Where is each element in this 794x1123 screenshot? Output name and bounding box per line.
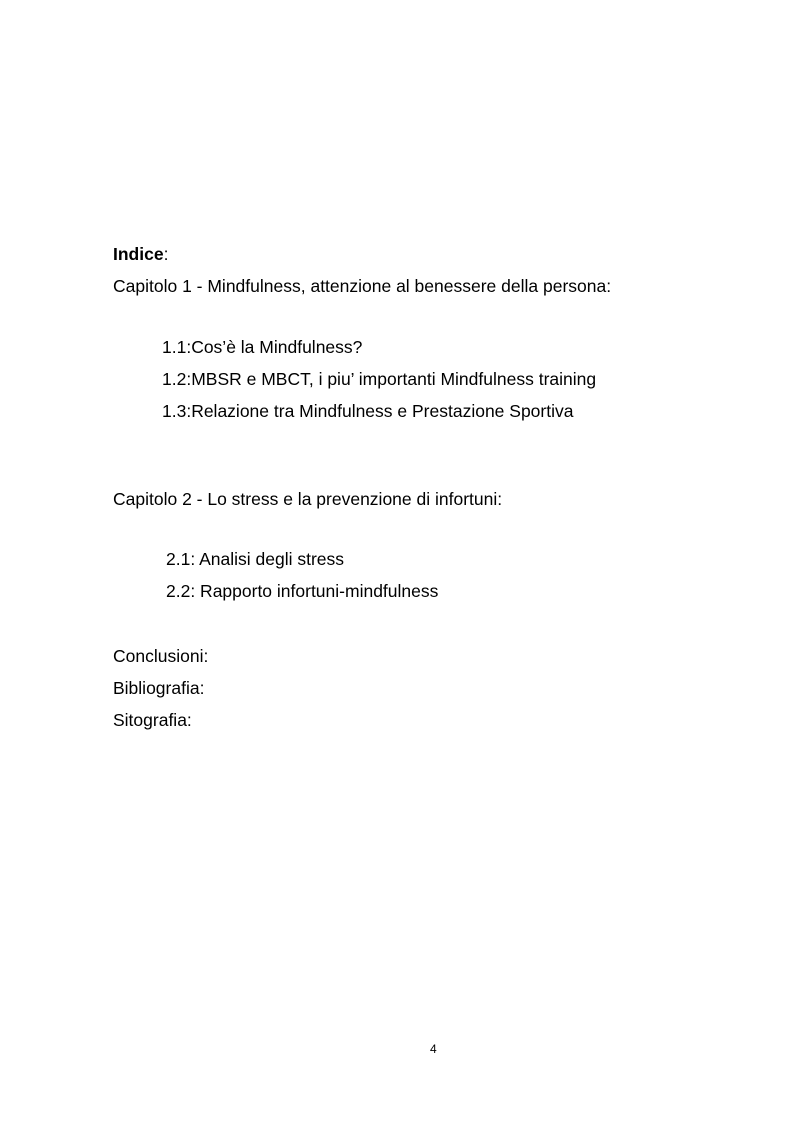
toc-conclusioni: Conclusioni:: [113, 646, 209, 666]
toc-bibliografia: Bibliografia:: [113, 678, 205, 698]
toc-heading: [113, 243, 168, 265]
toc-sitografia: Sitografia:: [113, 710, 192, 730]
chapter-2-title: Capitolo 2 - Lo stress e la prevenzione di infortuni:: [113, 489, 503, 509]
section-2-1: 2.1: Analisi degli stress: [166, 549, 345, 569]
section-1-2: 1.2:MBSR e MBCT, i piu’ importanti Mindfulness training: [162, 369, 597, 389]
section-2-2: 2.2: Rapporto infortuni-mindfulness: [166, 581, 439, 601]
page-number: 4: [430, 1042, 437, 1056]
section-1-3: 1.3:Relazione tra Mindfulness e Prestazione Sportiva: [162, 401, 574, 421]
toc-heading-title: Indice: [113, 244, 164, 264]
section-1-1: 1.1:Cos’è la Mindfulness?: [162, 337, 363, 357]
chapter-1-title: Capitolo 1 - Mindfulness, attenzione al benessere della persona:: [113, 276, 612, 296]
toc-heading-colon: :: [163, 244, 169, 264]
